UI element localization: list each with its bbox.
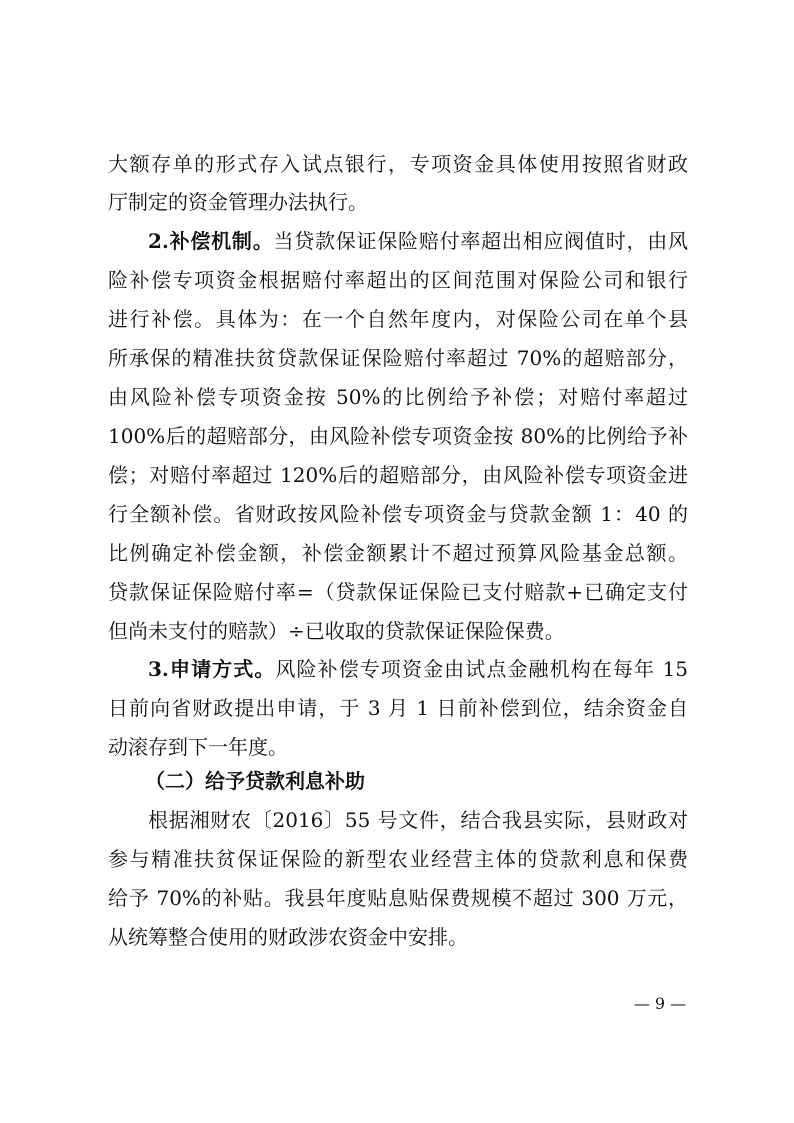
section-heading-loan-interest-subsidy: （二）给予贷款利息补助 (145, 769, 365, 793)
application-method-title: 3.申请方式。 (148, 657, 276, 681)
application-method-text-1: 风险补偿专项资金由试点金融机构在每年 15 (275, 657, 688, 681)
paragraph-1-line-2: 厅制定的资金管理办法执行。 (108, 190, 368, 214)
compensation-mechanism-line-2: 险补偿专项资金根据赔付率超出的区间范围对保险公司和银行 (108, 268, 688, 292)
compensation-mechanism-line-1 (148, 222, 688, 260)
compensation-mechanism-line-9: 比例确定补偿金额，补偿金额累计不超过预算风险基金总额。 (108, 541, 688, 565)
paragraph-1-line-1: 大额存单的形式存入试点银行，专项资金具体使用按照省财政 (108, 152, 688, 176)
compensation-mechanism-line-4: 所承保的精准扶贫贷款保证保险赔付率超过 70%的超赔部分， (108, 346, 688, 370)
application-method-line-3: 动滚存到下一年度。 (108, 735, 288, 759)
compensation-mechanism-line-5: 由风险补偿专项资金按 50%的比例给予补偿；对赔付率超过 (108, 385, 688, 409)
compensation-mechanism-line-8: 行全额补偿。省财政按风险补偿专项资金与贷款金额 1：40 的 (108, 502, 688, 526)
paragraph-4-line-4: 从统筹整合使用的财政涉农资金中安排。 (108, 925, 468, 949)
compensation-mechanism-title: 2.补偿机制。 (148, 229, 274, 253)
page-number: — 9 — (633, 994, 687, 1013)
application-method-line-2: 日前向省财政提出申请，于 3 月 1 日前补偿到位，结余资金自 (108, 696, 688, 720)
paragraph-4-line-3: 给予 70%的补贴。我县年度贴息贴保费规模不超过 300 万元， (108, 886, 688, 910)
compensation-mechanism-text-1: 当贷款保证保险赔付率超出相应阀值时，由风 (273, 229, 688, 253)
compensation-mechanism-line-6: 100%后的超赔部分，由风险补偿专项资金按 80%的比例给予补 (108, 424, 688, 448)
application-method-line-1 (148, 650, 688, 688)
compensation-mechanism-line-10: 贷款保证保险赔付率=（贷款保证保险已支付赔款+已确定支付 (108, 580, 688, 604)
paragraph-4-line-1: 根据湘财农〔2016〕55 号文件，结合我县实际，县财政对 (148, 808, 688, 832)
compensation-mechanism-line-11: 但尚未支付的赔款）÷已收取的贷款保证保险保费。 (108, 619, 565, 643)
compensation-mechanism-line-3: 进行补偿。具体为：在一个自然年度内，对保险公司在单个县 (108, 307, 688, 331)
paragraph-4-line-2: 参与精准扶贫保证保险的新型农业经营主体的贷款利息和保费 (108, 847, 688, 871)
compensation-mechanism-line-7: 偿；对赔付率超过 120%后的超赔部分，由风险补偿专项资金进 (108, 463, 688, 487)
